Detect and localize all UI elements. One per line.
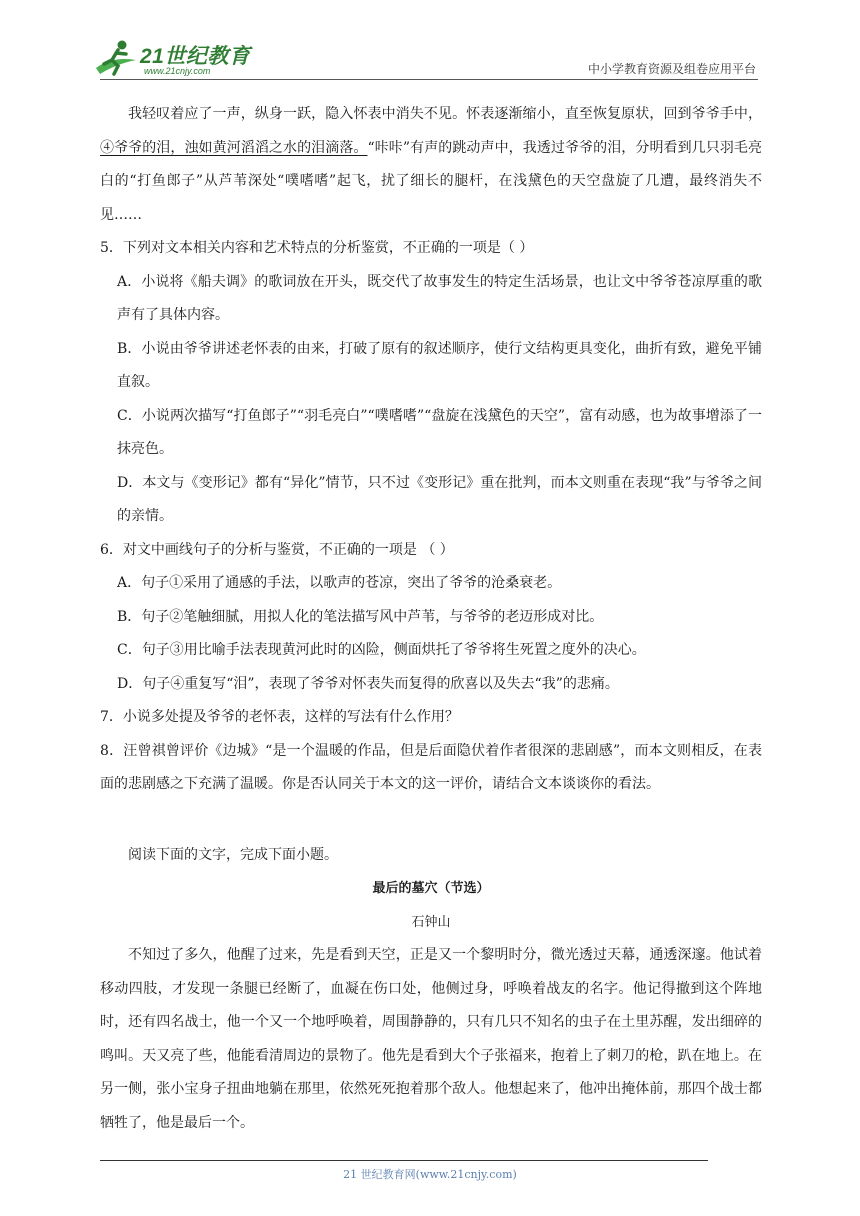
question-5-option-d: D．本文与《变形记》都有“异化”情节，只不过《变形记》重在批判，而本文则重在表现“我”与爷爷之间的亲情。 xyxy=(117,474,762,524)
passage-title: 最后的墓穴（节选） xyxy=(372,881,490,896)
question-6-option-b: B．句子②笔触细腻，用拟人化的笔法描写风中芦苇，与爷爷的老迈形成对比。 xyxy=(117,608,604,625)
header-divider xyxy=(100,79,758,80)
passage-body: 不知过了多久，他醒了过来，先是看到天空，正是又一个黎明时分，微光透过天幕，通透深邃。他试着移动四肢，才发现一条腿已经断了，血凝在伤口处，他侧过身，呼唤着战友的名字。他记得撤到这个阵地时，还有四名战士，他一个又一个地呼唤着，周围静静的，只有几只不知名的虫子在土里苏醒，发出细碎的鸣叫。天又亮了些，他能看清周边的景物了。他先是看到大个子张福来，抱着上了刺刀的枪，趴在地上。在另一侧，张小宝身子扭曲地躺在那里，依然死死抱着那个敌人。他想起来了，他冲出掩体前，那四个战士都牺牲了，他是最后一个。 xyxy=(100,947,762,1131)
platform-name: 中小学教育资源及组卷应用平台 xyxy=(587,62,756,76)
question-6-option-d: D．句子④重复写“泪”，表现了爷爷对怀表失而复得的欣喜以及失去“我”的悲痛。 xyxy=(117,675,619,692)
logo-url: www.21cnjy.com xyxy=(144,66,211,76)
reading-instruction: 阅读下面的文字，完成下面小题。 xyxy=(128,846,338,863)
logo-text: 21世纪教育 xyxy=(140,45,251,68)
question-7-stem: 7．小说多处提及爷爷的老怀表，这样的写法有什么作用？ xyxy=(100,709,459,725)
page-header xyxy=(0,0,860,80)
section-gap xyxy=(100,802,762,839)
question-5-stem: 5．下列对文本相关内容和艺术特点的分析鉴赏，不正确的一项是（ ） xyxy=(100,240,534,256)
question-6-stem: 6．对文中画线句子的分析与鉴赏，不正确的一项是 （ ） xyxy=(100,541,454,558)
question-5-option-a: A．小说将《船夫调》的歌词放在开头，既交代了故事发生的特定生活场景，也让文中爷爷苍凉厚重的歌声有了具体内容。 xyxy=(117,273,762,323)
underlined-sentence-4: ④爷爷的泪，浊如黄河滔滔之水的泪滴落。 xyxy=(100,139,368,156)
passage-text-1: 我轻叹着应了一声，纵身一跃，隐入怀表中消失不见。怀表逐渐缩小，直至恢复原状，回到爷爷手中， xyxy=(128,106,762,122)
question-6-option-a: A．句子①采用了通感的手法，以歌声的苍凉，突出了爷爷的沧桑衰老。 xyxy=(117,575,562,591)
question-5-option-c: C．小说两次描写“打鱼郎子”“羽毛亮白”“噗嗜嗜”“盘旋在浅黛色的天空”，富有动感，也为故事增添了一抹亮色。 xyxy=(117,407,762,457)
footer-divider xyxy=(100,1160,708,1161)
document-body xyxy=(100,98,762,1140)
passage-author: 石钟山 xyxy=(411,914,451,930)
question-6-option-c: C．句子③用比喻手法表现黄河此时的凶险，侧面烘托了爷爷将生死置之度外的决心。 xyxy=(117,642,646,658)
passage-ending-paragraph xyxy=(100,98,762,232)
footer-link[interactable]: 21 世纪教育网(www.21cnjy.com) xyxy=(343,1168,517,1181)
runner-logo-icon xyxy=(92,38,142,82)
question-8-stem: 8．汪曾祺曾评价《边城》“是一个温暖的作品，但是后面隐伏着作者很深的悲剧感”，而本文则相反，在表面的悲剧感之下充满了温暖。你是否认同关于本文的这一评价，请结合文本谈谈你的看法。 xyxy=(100,742,762,792)
passage-text-2: “咔咔”有声的跳动声中，我透过爷爷的泪，分明看到几只羽毛亮白的“打鱼郎子”从芦苇深处“噗嗜嗜”起飞，扰了细长的腿杆，在浅黛色的天空盘旋了几遭，最终消失不见…… xyxy=(100,139,762,223)
site-logo[interactable] xyxy=(92,38,262,82)
question-5-option-b: B．小说由爷爷讲述老怀表的由来，打破了原有的叙述顺序，使行文结构更具变化，曲折有致，避免平铺直叙。 xyxy=(117,340,762,390)
